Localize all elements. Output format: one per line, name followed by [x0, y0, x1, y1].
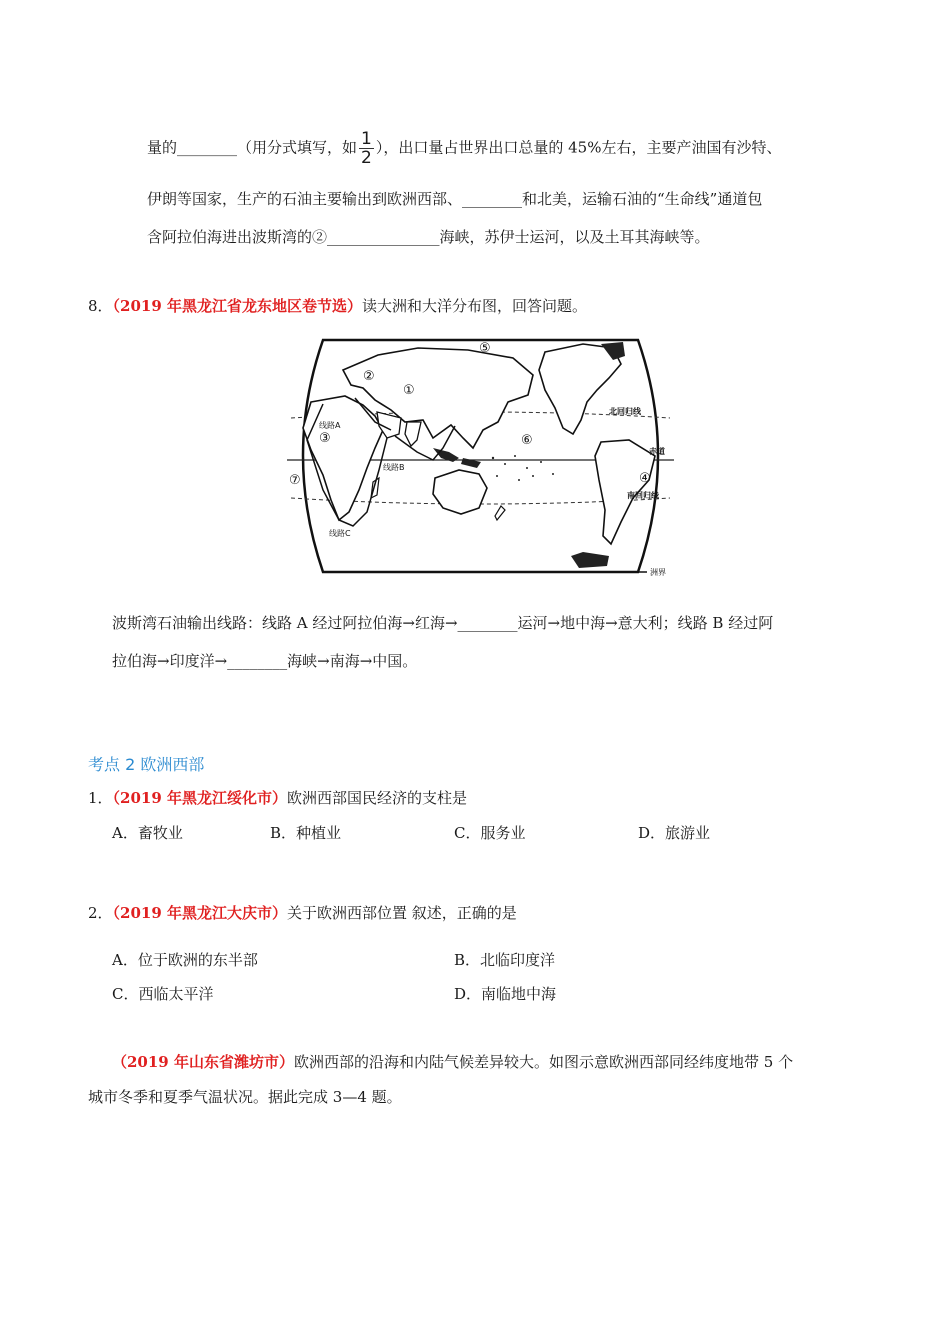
s2q2-header	[88, 902, 517, 923]
s2q2-option-b[interactable]: B．北临印度洋	[454, 951, 556, 969]
s2q2-option-a[interactable]: A．位于欧洲的东半部	[112, 951, 258, 969]
q7-line1-part-a: 量的________（用分式填写，如	[147, 138, 358, 157]
fraction-numerator: 1	[361, 129, 372, 149]
s2q1-option-b[interactable]: B．种植业	[270, 824, 342, 842]
s2q1-number: 1．	[88, 789, 113, 807]
label-n7: ⑦	[289, 473, 301, 488]
s2q34-line2: 城市冬季和夏季气温状况。据此完成 3—4 题。	[88, 1088, 402, 1106]
s2q2-source: （2019 年黑龙江大庆市）	[112, 904, 288, 922]
s2q1-source: （2019 年黑龙江绥化市）	[112, 789, 288, 807]
label-n1: ①	[403, 383, 415, 398]
label-n4: ④	[639, 471, 651, 486]
label-route-b: 线路B	[383, 463, 405, 472]
s2q2-stem: 关于欧洲西部位置 叙述，正确的是	[287, 904, 517, 922]
q8-line2: 拉伯海→印度洋→________海峡→南海→中国。	[112, 652, 418, 670]
s2q34-text: 欧洲西部的沿海和内陆气候差异较大。如图示意欧洲西部同经纬度地带 5 个	[293, 1053, 794, 1071]
label-tropic-of-capricorn: 南回归线	[627, 491, 659, 500]
q8-source: （2019 年黑龙江省龙东地区卷节选）	[112, 297, 363, 315]
label-equator: 赤道	[649, 447, 665, 456]
s2q1-option-d[interactable]: D．旅游业	[638, 824, 711, 842]
q8-line1: 波斯湾石油输出线路：线路 A 经过阿拉伯海→红海→________运河→地中海→意大利；线路 B 经过阿	[112, 614, 774, 632]
legend-label: 洲界	[650, 568, 666, 577]
label-tropic-of-cancer: 北回归线	[609, 407, 641, 416]
s2q2-number: 2．	[88, 904, 113, 922]
s2q34-line1	[112, 1051, 793, 1072]
fraction-denominator: 2	[361, 148, 372, 168]
section-2-title: 考点 2 欧洲西部	[88, 755, 205, 774]
q7-line1-part-b: ），出口量占世界出口总量的 45%左右，主要产油国有沙特、	[375, 138, 782, 157]
label-route-c: 线路C	[329, 529, 351, 538]
world-map-svg	[283, 330, 678, 582]
q8-number: 8．	[88, 297, 113, 315]
label-route-a: 线路A	[319, 421, 341, 430]
s2q1-header	[88, 787, 467, 808]
s2q2-option-d[interactable]: D．南临地中海	[454, 985, 557, 1003]
label-n2: ②	[363, 369, 375, 384]
s2q2-option-c[interactable]: C．西临太平洋	[112, 985, 214, 1003]
q8-header	[88, 295, 587, 316]
q7-line2: 伊朗等国家，生产的石油主要输出到欧洲西部、________和北美，运输石油的“生命线”通道包	[147, 190, 763, 208]
label-n3: ③	[319, 431, 331, 446]
q8-stem: 读大洲和大洋分布图，回答问题。	[362, 297, 588, 315]
fraction-example	[359, 130, 374, 167]
s2q34-source: （2019 年山东省潍坊市）	[112, 1053, 294, 1071]
q7-line1	[147, 130, 781, 167]
q7-line3: 含阿拉伯海进出波斯湾的②_______________海峡，苏伊士运河，以及土耳其海峡等。	[147, 228, 710, 246]
label-n5: ⑤	[479, 341, 491, 356]
s2q1-stem: 欧洲西部国民经济的支柱是	[287, 789, 468, 807]
s2q1-option-c[interactable]: C．服务业	[454, 824, 526, 842]
label-n6: ⑥	[521, 433, 533, 448]
s2q1-option-a[interactable]: A．畜牧业	[112, 824, 183, 842]
world-map-figure	[283, 330, 678, 582]
